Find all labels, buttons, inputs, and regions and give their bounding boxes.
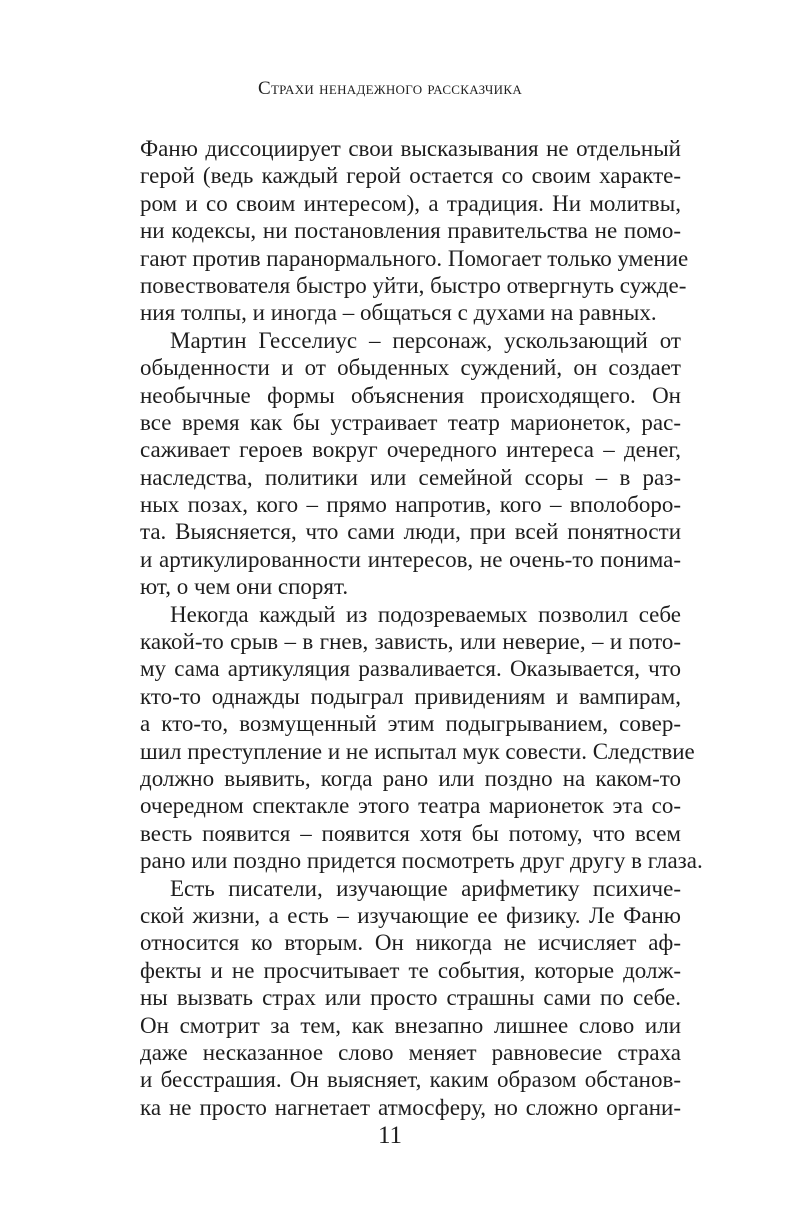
text-line: и бесстрашия. Он выясняет, каким образом обстанов- [140,1067,681,1093]
text-line: Он смотрит за тем, как внезапно лишнее слово или [140,1012,681,1038]
paragraph [140,327,681,601]
text-line: шил преступление и не испытал мук совести. Следствие [140,738,695,764]
text-line: ных позах, кого – прямо напротив, кого – вполоборо- [140,492,681,518]
text-line: и артикулированности интересов, не очень-то понима- [140,546,681,572]
text-line: повествователя быстро уйти, быстро отвергнуть сужде- [140,272,687,298]
text-line: а кто-то, возмущенный этим подыгрыванием, совер- [140,711,681,737]
text-line: Мартин Гесселиус – персонаж, ускользающий от [170,327,681,353]
text-line: весть появится – появится хотя бы потому, что всем [140,820,681,846]
text-line: ния толпы, и иногда – общаться с духами на равных. [140,300,657,326]
text-line: наследства, политики или семейной ссоры – в раз- [140,464,681,490]
page-number: 11 [377,1122,403,1149]
text-line: рано или поздно придется посмотреть друг другу в глаза. [140,848,703,874]
text-line: герой (ведь каждый герой остается со своим характе- [140,163,681,189]
text-line: му сама артикуляция разваливается. Оказывается, что [140,656,681,682]
text-line: Есть писатели, изучающие арифметику психиче- [170,875,681,901]
text-line: обыденности и от обыденных суждений, он создает [140,355,681,381]
running-head: Страхи ненадежного рассказчика [257,78,523,99]
text-line: относится ко вторым. Он никогда не исчисляет аф- [140,930,681,956]
text-line: фекты и не просчитывает те события, которые долж- [140,957,681,983]
text-line: ка не просто нагнетает атмосферу, но сложно органи- [140,1094,681,1120]
text-line: очередном спектакле этого театра марионеток эта со- [140,793,681,819]
text-line: ют, о чем они спорят. [140,574,349,600]
text-line: все время как бы устраивает театр марионеток, рас- [140,409,681,435]
text-line: гают против паранормального. Помогает только умение [140,245,689,271]
text-line: та. Выясняется, что сами люди, при всей понятности [140,519,681,545]
text-line: должно выявить, когда рано или поздно на каком-то [140,765,681,791]
paragraph [140,601,703,875]
text-line: ром и со своим интересом), а традиция. Ни молитвы, [140,190,681,216]
text-line: ны вызвать страх или просто страшны сами по себе. [140,985,681,1011]
paragraph [140,875,681,1122]
text-line: даже несказанное слово меняет равновесие страха [140,1039,681,1065]
text-line: ской жизни, а есть – изучающие ее физику. Ле Фаню [140,902,681,928]
text-line: кто-то однажды подыграл привидениям и вампирам, [140,683,681,709]
paragraph [140,135,689,327]
text-line: саживает героев вокруг очередного интереса – денег, [140,437,681,463]
text-line: Некогда каждый из подозреваемых позволил себе [170,601,681,627]
text-line: Фаню диссоциирует свои высказывания не отдельный [140,136,681,161]
body-text [140,135,703,1121]
text-line: какой-то срыв – в гнев, зависть, или неверие, – и пото- [140,629,681,655]
text-line: необычные формы объяснения происходящего. Он [140,382,681,408]
text-line: ни кодексы, ни постановления правительства не помо- [140,218,681,244]
